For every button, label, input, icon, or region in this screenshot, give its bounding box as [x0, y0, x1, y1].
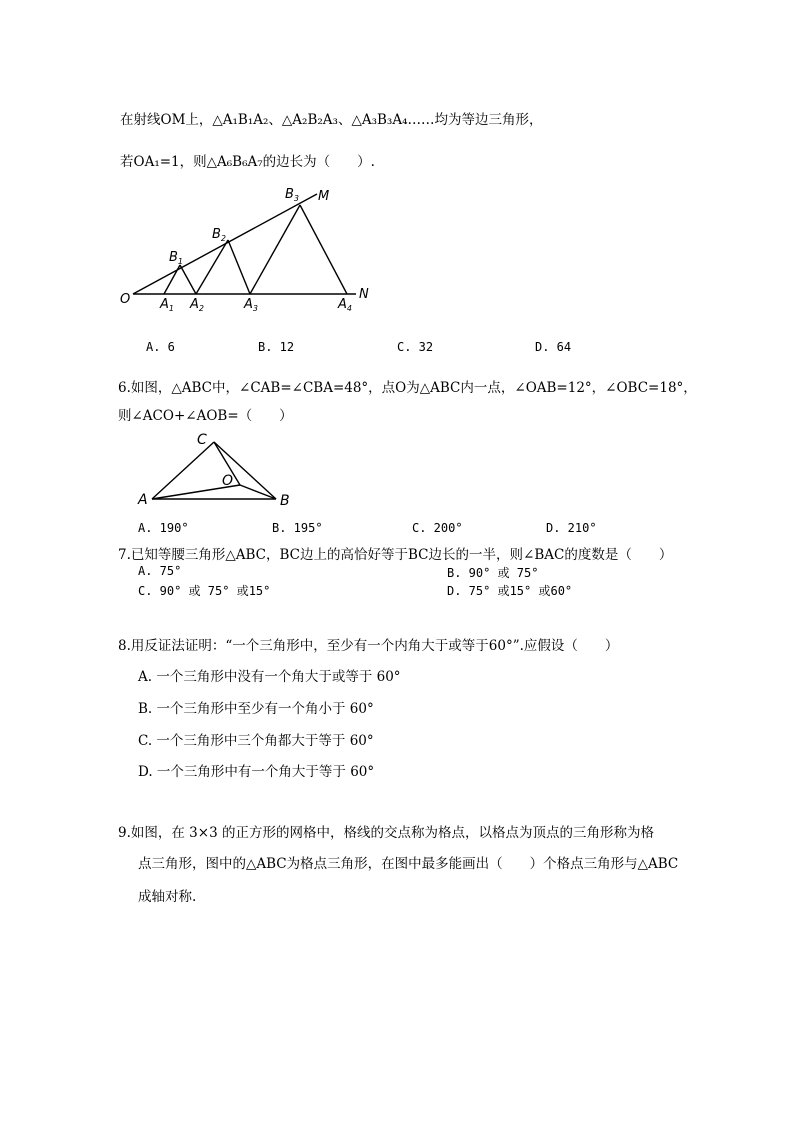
label-A4: $A_4$ [338, 297, 352, 313]
label-A2: $A_2$ [190, 297, 204, 313]
q5-option-d[interactable]: D. 64 [535, 340, 572, 354]
q6-option-c[interactable]: C. 200° [412, 521, 463, 535]
q5-option-b[interactable]: B. 12 [258, 340, 295, 354]
label-B1: $B_1$ [169, 250, 184, 266]
label-C: C [197, 432, 207, 448]
q6-text-line1: 6.如图，△ABC中，∠CAB=∠CBA=48°，点O为△ABC内一点，∠OAB=12°，∠OBC=18°， [118, 380, 697, 396]
label-B: B [280, 493, 290, 509]
q7-option-b[interactable]: B. 90° 或 75° [447, 566, 539, 580]
q6-option-d[interactable]: D. 210° [546, 521, 597, 535]
q5-text-line1: 在射线OM上，△A₁B₁A₂、△A₂B₂A₃、△A₃B₃A₄……均为等边三角形， [120, 112, 543, 128]
q5-option-c[interactable]: C. 32 [397, 340, 434, 354]
q7-option-c[interactable]: C. 90° 或 75° 或15° [138, 584, 271, 598]
q6-option-b[interactable]: B. 195° [272, 521, 323, 535]
label-B2: $B_2$ [212, 227, 227, 243]
q9-text-line1: 9.如图，在 3×3 的正方形的网格中，格线的交点称为格点，以格点为顶点的三角形称为格 [118, 825, 654, 841]
q8-option-c[interactable]: C. 一个三角形中三个角都大于等于 60° [138, 733, 374, 749]
label-B3: $B_3$ [285, 187, 300, 203]
q6-figure [0, 0, 794, 520]
q9-text-line3: 成轴对称. [138, 889, 197, 905]
q7-option-d[interactable]: D. 75° 或15° 或60° [447, 584, 573, 598]
q5-text-line2: 若OA₁=1，则△A₆B₆A₇的边长为（ ）. [120, 154, 375, 170]
label-A3: $A_3$ [244, 297, 258, 313]
label-O: O [222, 473, 234, 489]
label-M: M [318, 189, 330, 204]
label-O: O [120, 292, 131, 307]
q6-text-line2: 则∠ACO+∠AOB=（ ） [118, 408, 293, 424]
q8-option-b[interactable]: B. 一个三角形中至少有一个角小于 60° [138, 701, 374, 717]
label-N: N [359, 287, 369, 302]
q9-text-line2: 点三角形，图中的△ABC为格点三角形，在图中最多能画出（ ）个格点三角形与△ABC [138, 856, 679, 872]
q6-option-a[interactable]: A. 190° [138, 521, 189, 535]
q5-option-a[interactable]: A. 6 [146, 340, 175, 354]
q8-option-a[interactable]: A. 一个三角形中没有一个角大于或等于 60° [138, 669, 401, 685]
label-A: A [138, 492, 148, 508]
q7-option-a[interactable]: A. 75° [138, 564, 182, 578]
q7-text-line1: 7.已知等腰三角形△ABC，BC边上的高恰好等于BC边长的一半，则∠BAC的度数是（ ） [118, 547, 673, 563]
q8-option-d[interactable]: D. 一个三角形中有一个角大于等于 60° [138, 764, 375, 780]
q8-text-line1: 8.用反证法证明：“一个三角形中，至少有一个内角大于或等于60°”.应假设（ ） [118, 638, 619, 654]
label-A1: $A_1$ [160, 297, 174, 313]
